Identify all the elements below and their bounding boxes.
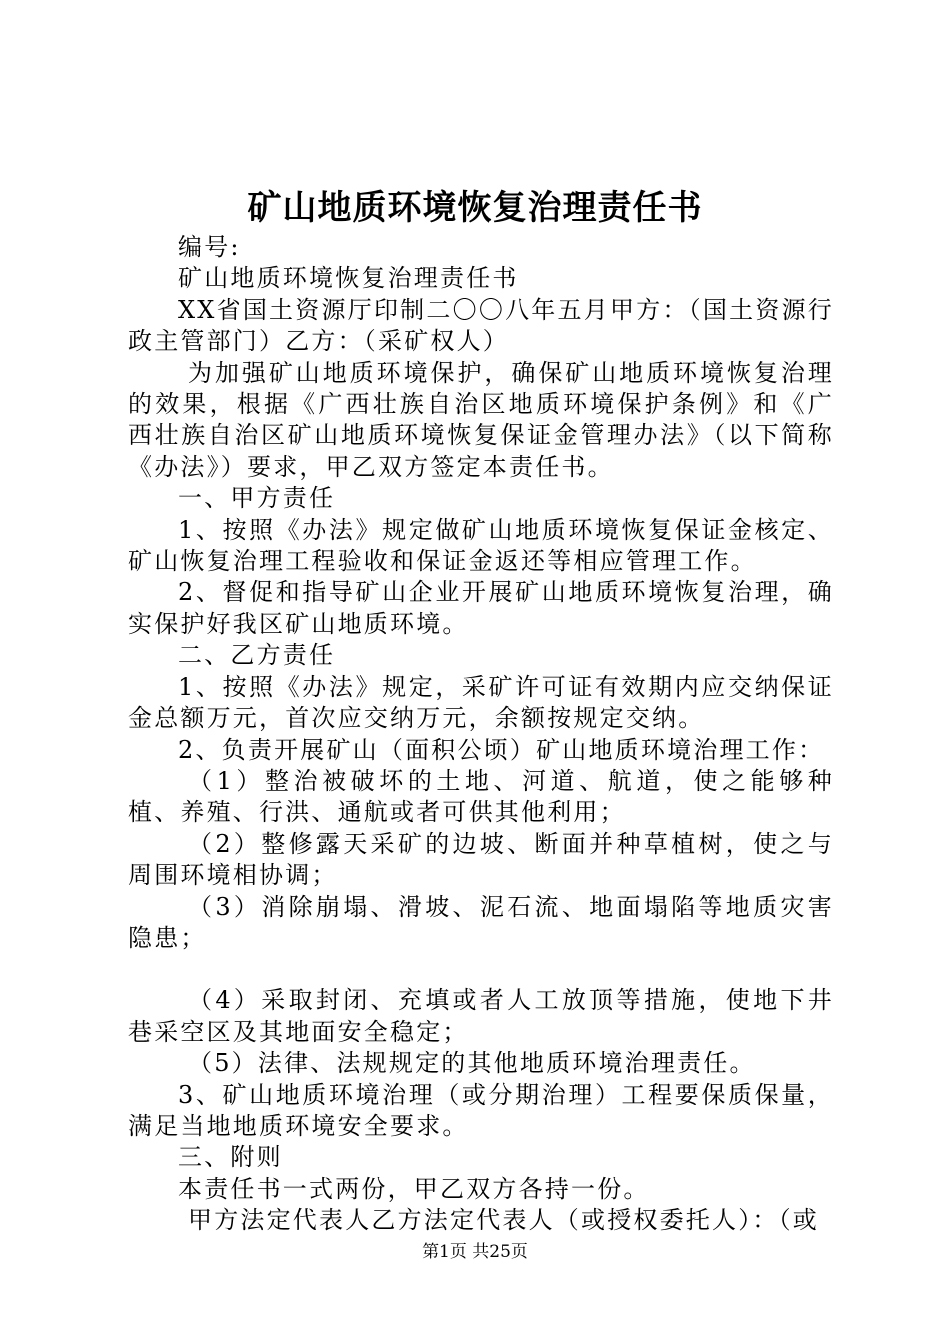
paragraph-party-b-item-1: 1、按照《办法》规定，采矿许可证有效期内应交纳保证金总额万元，首次应交纳万元，余额按规定交纳。 xyxy=(128,672,834,733)
paragraph-sub-item-4: （4）采取封闭、充填或者人工放顶等措施，使地下井巷采空区及其地面安全稳定； xyxy=(128,986,834,1046)
paragraph-copies: 本责任书一式两份，甲乙双方各持一份。 xyxy=(178,1174,650,1203)
paragraph-party-a-item-2: 2、督促和指导矿山企业开展矿山地质环境恢复治理，确实保护好我区矿山地质环境。 xyxy=(128,578,834,638)
blank-line xyxy=(128,954,834,985)
paragraph-sub-item-3: （3）消除崩塌、滑坡、泥石流、地面塌陷等地质灾害隐患； xyxy=(128,892,834,952)
document-body xyxy=(128,232,834,1237)
paragraph-signatures: 甲方法定代表人乙方法定代表人（或授权委托人）：（或 xyxy=(188,1206,819,1235)
paragraph-sub-item-2: （2）整修露天采矿的边坡、断面并种草植树，使之与周围环境相协调； xyxy=(128,829,834,890)
paragraph-party-b-item-3: 3、矿山地质环境治理（或分期治理）工程要保质保量，满足当地地质环境安全要求。 xyxy=(128,1080,834,1140)
section-heading-appendix: 三、附则 xyxy=(178,1143,283,1172)
paragraph-preamble: 为加强矿山地质环境保护，确保矿山地质环境恢复治理的效果，根据《广西壮族自治区地质环境保护条例》和《广西壮族自治区矿山地质环境恢复保证金管理办法》（以下简称《办法》）要求，甲乙双方签定本责任书。 xyxy=(128,358,834,481)
paragraph-issuer-parties: XX省国土资源厅印制二〇〇八年五月甲方：（国土资源行政主管部门）乙方：（采矿权人） xyxy=(128,295,834,356)
paragraph-sub-item-5: （5）法律、法规规定的其他地质环境治理责任。 xyxy=(188,1049,756,1078)
paragraph-sub-item-1: （1）整治被破坏的土地、河道、航道，使之能够种植、养殖、行洪、通航或者可供其他利用； xyxy=(128,766,834,827)
document-title: 矿山地质环境恢复治理责任书 xyxy=(247,188,703,228)
paragraph-party-a-item-1: 1、按照《办法》规定做矿山地质环境恢复保证金核定、矿山恢复治理工程验收和保证金返还等相应管理工作。 xyxy=(128,515,834,576)
paragraph-serial-number: 编号: xyxy=(178,233,241,261)
page-number-footer: 第1页 共25页 xyxy=(422,1242,528,1262)
section-heading-party-b: 二、乙方责任 xyxy=(178,641,336,670)
paragraph-party-b-item-2: 2、负责开展矿山（面积公顷）矿山地质环境治理工作： xyxy=(178,735,825,764)
paragraph-subtitle: 矿山地质环境恢复治理责任书 xyxy=(178,264,519,293)
section-heading-party-a: 一、甲方责任 xyxy=(178,484,336,513)
